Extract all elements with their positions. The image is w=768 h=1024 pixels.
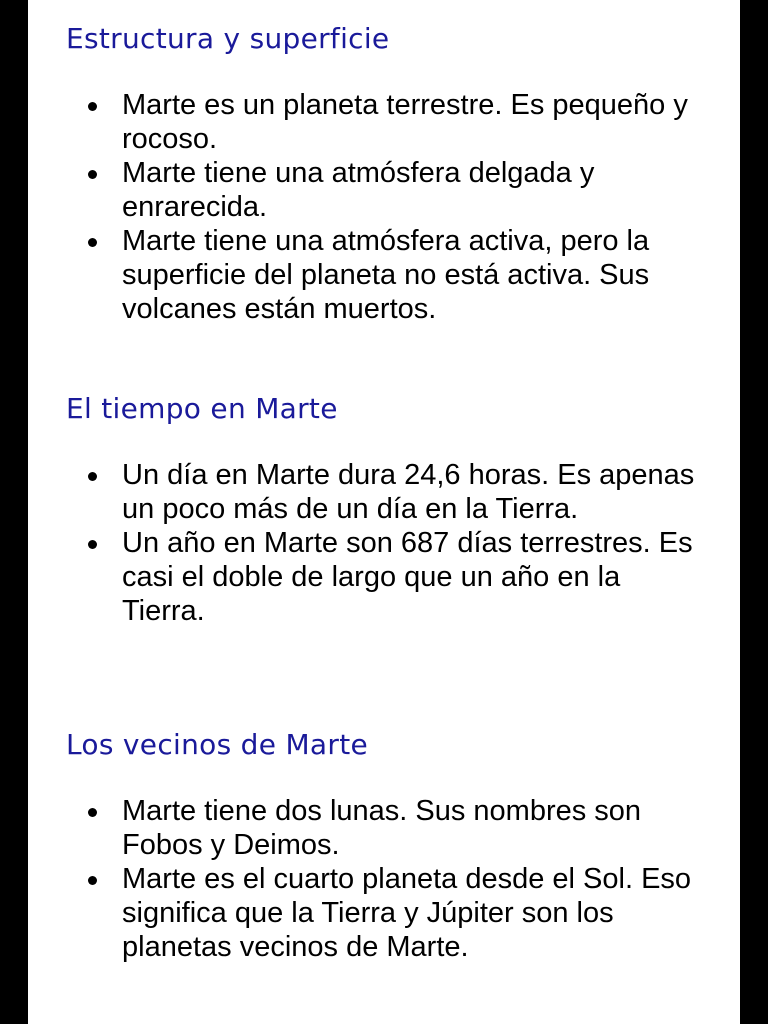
list-item-text: Marte es un planeta terrestre. Es pequeño y rocoso. [122, 89, 688, 155]
bullet-icon [88, 170, 97, 179]
list-item-text: Marte tiene dos lunas. Sus nombres son Fobos y Deimos. [122, 795, 642, 861]
bullet-list [28, 794, 740, 964]
bullet-icon [88, 808, 97, 817]
list-item [28, 88, 740, 156]
section-title: El tiempo en Marte [66, 392, 338, 425]
list-item-text: Un día en Marte dura 24,6 horas. Es apenas un poco más de un día en la Tierra. [122, 459, 695, 525]
bullet-icon [88, 876, 97, 885]
list-item [28, 862, 740, 964]
bullet-icon [88, 102, 97, 111]
list-item-text: Un año en Marte son 687 días terrestres. Es casi el doble de largo que un año en la Tierra. [122, 527, 693, 627]
bullet-icon [88, 472, 97, 481]
section-title: Estructura y superficie [66, 22, 390, 55]
list-item-text: Marte es el cuarto planeta desde el Sol. Eso significa que la Tierra y Júpiter son los planetas vecinos de Marte. [122, 863, 692, 963]
list-item [28, 526, 740, 628]
list-item [28, 794, 740, 862]
list-item-text: Marte tiene una atmósfera delgada y enrarecida. [122, 157, 595, 223]
list-item-text: Marte tiene una atmósfera activa, pero la superficie del planeta no está activa. Sus volcanes están muertos. [122, 225, 650, 325]
document-page [28, 0, 740, 1024]
list-item [28, 458, 740, 526]
list-item [28, 224, 740, 326]
bullet-list [28, 458, 740, 628]
section-title: Los vecinos de Marte [66, 728, 368, 761]
bullet-icon [88, 540, 97, 549]
list-item [28, 156, 740, 224]
bullet-icon [88, 238, 97, 247]
bullet-list [28, 88, 740, 326]
